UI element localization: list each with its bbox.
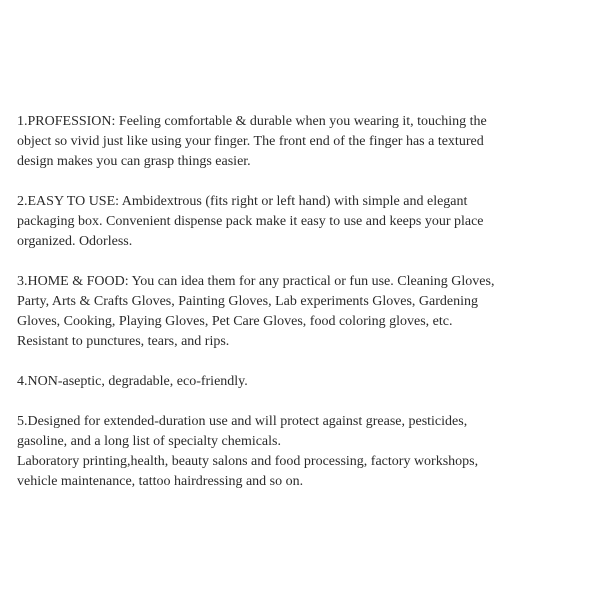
feature-paragraph-designed xyxy=(17,412,569,492)
text-line: 1.PROFESSION: Feeling comfortable & durable when you wearing it, touching the xyxy=(17,114,487,129)
text-line: vehicle maintenance, tattoo hairdressing and so on. xyxy=(17,474,304,489)
text-line: Laboratory printing,health, beauty salons and food processing, factory workshops, xyxy=(17,454,479,469)
text-line: design makes you can grasp things easier. xyxy=(17,154,251,169)
feature-paragraph-profession xyxy=(17,112,569,172)
text-line: packaging box. Convenient dispense pack make it easy to use and keeps your place xyxy=(17,214,484,229)
text-line: 2.EASY TO USE: Ambidextrous (fits right or left hand) with simple and elegant xyxy=(17,194,468,209)
text-line: Gloves, Cooking, Playing Gloves, Pet Care Gloves, food coloring gloves, etc. xyxy=(17,314,453,329)
text-line: Party, Arts & Crafts Gloves, Painting Gloves, Lab experiments Gloves, Gardening xyxy=(17,294,479,309)
text-line: organized. Odorless. xyxy=(17,234,133,249)
feature-paragraph-non-aseptic xyxy=(17,372,569,392)
product-description xyxy=(17,112,569,512)
feature-paragraph-home-food xyxy=(17,272,569,352)
feature-paragraph-easy-to-use xyxy=(17,192,569,252)
text-line: 5.Designed for extended-duration use and will protect against grease, pesticides, xyxy=(17,414,468,429)
text-line: object so vivid just like using your finger. The front end of the finger has a textured xyxy=(17,134,484,149)
text-line: 3.HOME & FOOD: You can idea them for any practical or fun use. Cleaning Gloves, xyxy=(17,274,495,289)
text-line: gasoline, and a long list of specialty chemicals. xyxy=(17,434,281,449)
text-line: Resistant to punctures, tears, and rips. xyxy=(17,334,230,349)
text-line: 4.NON-aseptic, degradable, eco-friendly. xyxy=(17,374,248,389)
